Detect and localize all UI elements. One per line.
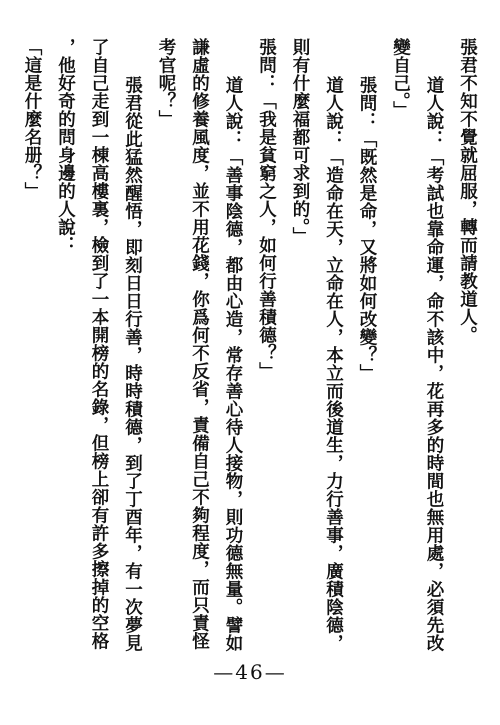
text-column-11: 張君從此猛然醒悟，即刻日日行善，時時積德，到了丁酉年，有一次夢見	[122, 58, 143, 652]
text-column-6: 則有什麼福都可求到的。」	[290, 38, 310, 246]
text-column-4: 張問：「既然是命，又將如何改變？」	[357, 58, 377, 382]
text-column-12: 了自己走到一棟高樓裏，檢到了一本開榜的名錄，但榜上卻有許多擦掉的空格	[89, 38, 109, 650]
text-column-5: 道人說：「造命在天，立命在人，本立而後道生，力行善事，廣積陰德，	[323, 58, 344, 652]
text-column-14: 「這是什麼名册？」	[22, 38, 42, 200]
text-column-13: ，他好奇的問身邊的人說：	[55, 38, 76, 254]
text-column-1: 張君不知不覺就屈服，轉而請教道人。	[457, 38, 478, 344]
page-number: —46—	[213, 660, 287, 684]
text-column-7: 張問：「我是貧窮之人，如何行善積德？」	[256, 38, 277, 380]
text-column-9: 謙虛的修養風度，並不用花錢，你爲何不反省，責備自己不夠程度，而只責怪	[189, 38, 210, 650]
text-column-10: 考官呢？」	[156, 38, 176, 128]
text-column-2: 道人說：「考試也靠命運，命不該中，花再多的時間也無用處，必須先改	[424, 58, 444, 652]
text-column-8: 道人說：「善事陰德，都由心造，常存善心待人接物，則功德無量。譬如	[223, 58, 243, 652]
text-column-3: 變自己。」	[390, 38, 411, 120]
